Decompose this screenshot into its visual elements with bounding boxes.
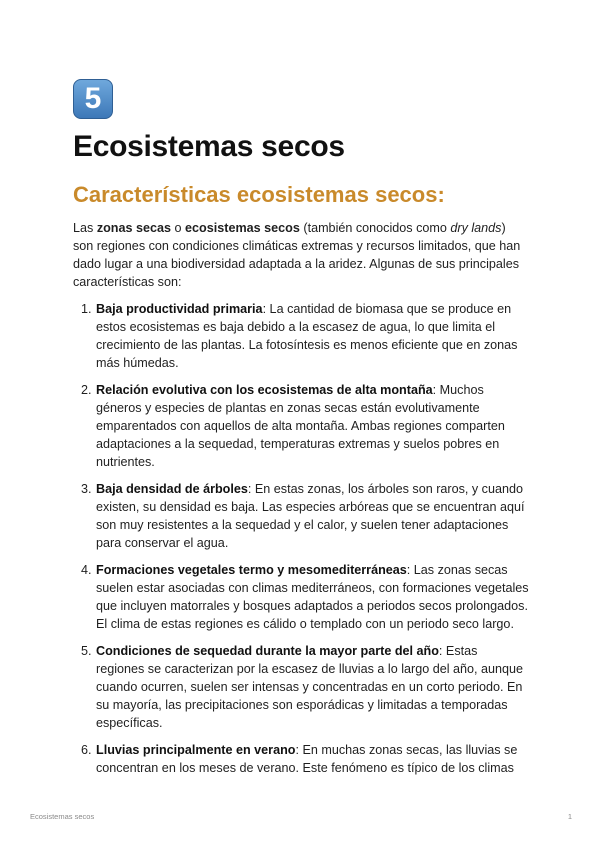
intro-text-3: (también conocidos como xyxy=(299,221,451,235)
list-item-text: : Estas regiones se caracterizan por la escasez de lluvias a lo largo del año, aunque cuando ocurren, suelen ser intensas y concentradas en un corto periodo. En su mayoría, las precipitaciones son esporádicas y limitadas a temporadas específicas. xyxy=(96,644,524,730)
intro-term-ecosistemas-secos: ecosistemas secos xyxy=(185,221,300,235)
list-item-title: Lluvias principalmente en verano xyxy=(96,743,296,757)
list-item xyxy=(95,561,529,633)
list-item-title: Baja densidad de árboles xyxy=(96,482,248,496)
list-item xyxy=(95,300,529,372)
intro-text-4: ) son regiones con condiciones climáticas extremas y recursos limitados, que han dado lugar a una biodiversidad adaptada a la aridez. Algunas de sus principales características son: xyxy=(73,221,521,289)
chapter-number-badge: 5 xyxy=(73,79,113,119)
list-item-title: Relación evolutiva con los ecosistemas de alta montaña xyxy=(96,383,433,397)
list-item-text: : La cantidad de biomasa que se produce en estos ecosistemas es baja debido a la escasez de agua, lo que limita el crecimiento de las plantas. La fotosíntesis es menos eficiente que en zonas más húmedas. xyxy=(96,302,518,370)
list-item-text: : En muchas zonas secas, las lluvias se concentran en los meses de verano. Este fenómeno es típico de los climas xyxy=(96,743,518,775)
list-item xyxy=(95,480,529,552)
list-item-title: Formaciones vegetales termo y mesomediterráneas xyxy=(96,563,407,577)
intro-term-zonas-secas: zonas secas xyxy=(96,221,172,235)
footer-page-number: 1 xyxy=(567,812,572,821)
intro-paragraph xyxy=(73,219,529,291)
characteristics-list xyxy=(73,300,529,777)
list-item-title: Baja productividad primaria xyxy=(96,302,263,316)
list-item xyxy=(95,741,529,777)
page-content xyxy=(73,79,529,786)
intro-term-dry-lands: dry lands xyxy=(450,221,502,235)
list-item-text: : En estas zonas, los árboles son raros, y cuando existen, su densidad es baja. Las especies arbóreas que se encuentran aquí son muy resistentes a la sequedad y el calor, y suelen tener adaptaciones para conservar el agua. xyxy=(96,482,525,550)
page-title: Ecosistemas secos xyxy=(73,130,345,163)
list-item-text: : Las zonas secas suelen estar asociadas con climas mediterráneos, con formaciones vegetales que incluyen matorrales y bosques adaptados a periodos secos prolongados. El clima de estas regiones es cálido o templado con un periodo seco largo. xyxy=(96,563,529,631)
list-item xyxy=(95,381,529,471)
intro-text-1: Las xyxy=(73,221,97,235)
section-heading: Características ecosistemas secos: xyxy=(73,182,445,207)
intro-text-2: o xyxy=(171,221,186,235)
list-item-text: : Muchos géneros y especies de plantas en zonas secas están evolutivamente emparentados con aquellos de alta montaña. Ambas regiones comparten adaptaciones a la sequedad, temperaturas extremas y suelos pobres en nutrientes. xyxy=(96,383,505,469)
list-item-title: Condiciones de sequedad durante la mayor parte del año xyxy=(96,644,439,658)
list-item xyxy=(95,642,529,732)
footer-document-title: Ecosistemas secos xyxy=(30,812,95,821)
